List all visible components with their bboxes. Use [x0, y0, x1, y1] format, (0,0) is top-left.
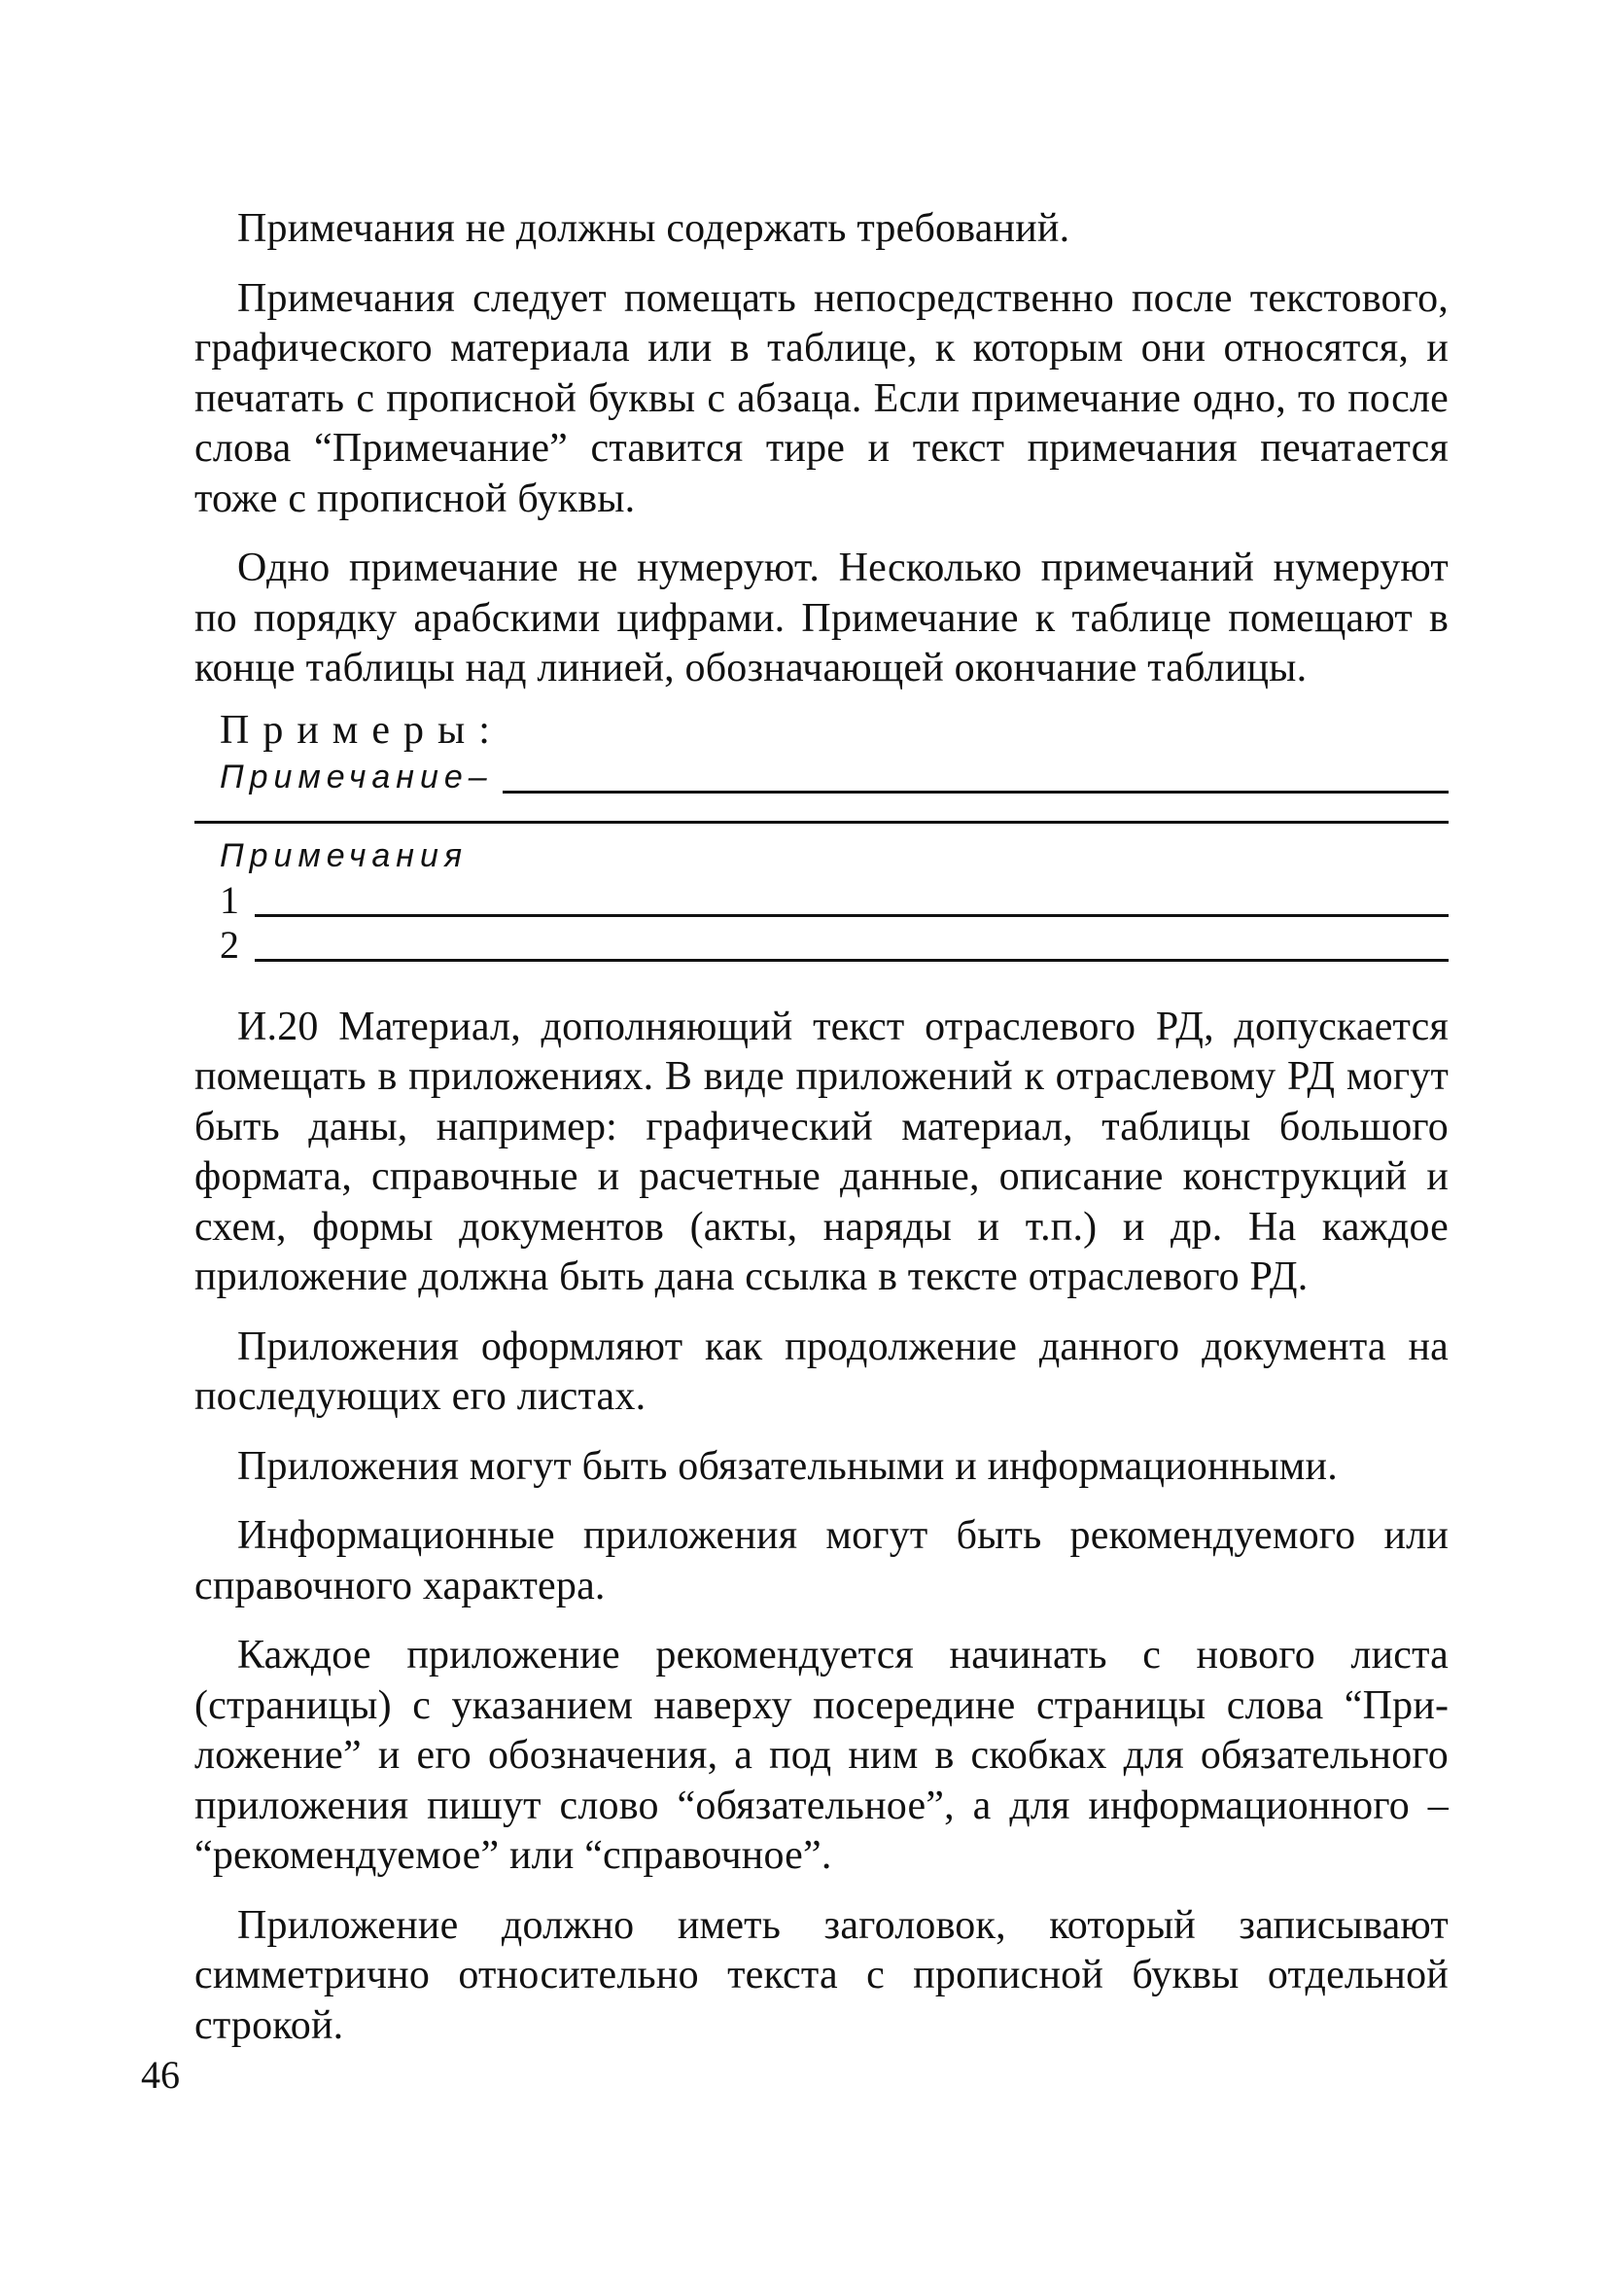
examples-block — [194, 706, 1449, 968]
page-content — [194, 204, 1449, 2070]
paragraph: Информационные приложения могут быть рекомендуемого или справочного характера. — [194, 1513, 1449, 1608]
multiple-notes-label: Примечания — [220, 836, 469, 874]
table-end-line — [194, 821, 1449, 824]
paragraph: И.20 Материал, дополняющий текст отраслевого РД, допускается помещать в приложениях. В виде приложений к отраслевому РД могут быть даны, например: графический материал, таблицы большого формата, справочные и расчетные данные, описание конструкций и схем, формы документов (акты, наряды и т.п.) и др. На каждое приложение должна быть дана ссылка в тексте отраслевого РД. — [194, 1004, 1449, 1299]
single-note-example — [220, 755, 1449, 799]
note-text-line — [255, 959, 1449, 962]
note-item — [220, 923, 1449, 968]
paragraph: Каждое приложение рекомендуется начинать с нового листа (страницы) с указанием наверху посередине страницы слова “Приложение” и его обозначения, а под ним в скобках для обязательного приложения пишут слово “обязательное”, а для информационного – “рекомендуемое” или “справочное”. — [194, 1633, 1449, 1878]
single-note-label: Примечание– — [220, 758, 493, 795]
appendix-section — [194, 1003, 1449, 2052]
note-number: 2 — [220, 922, 239, 967]
examples-title: Примеры: — [220, 707, 504, 753]
note-text-line — [503, 791, 1449, 794]
paragraph: Приложение должно иметь заголовок, который записывают симметрично относительно текста с прописной буквы отдельной строкой. — [194, 1902, 1449, 2048]
paragraph: Одно примечание не нумеруют. Несколько примечаний нумеруют по порядку арабскими цифрами. Примечание к таблице помещают в конце таблицы над линией, обозначающей окончание таблицы. — [194, 546, 1449, 690]
note-text-line — [255, 914, 1449, 917]
multiple-notes-example — [220, 833, 1449, 878]
page-number: 46 — [141, 2053, 180, 2097]
paragraph: Приложения могут быть обязательными и информационными. — [237, 1443, 1338, 1489]
paragraph: Приложения оформляют как продолжение данного документа на последующих его листах. — [194, 1324, 1449, 1419]
paragraph: Примечания следует помещать непосредственно после текстового, графического материала или в таблице, к которым они относятся, и печатать с прописной буквы с абзаца. Если примечание одно, то после слова “Примечание” ставится тире и текст примечания печатается тоже с прописной буквы. — [194, 275, 1449, 521]
paragraph: Примечания не должны содержать требований. — [237, 206, 1070, 251]
note-item — [220, 878, 1449, 923]
note-number: 1 — [220, 877, 239, 922]
